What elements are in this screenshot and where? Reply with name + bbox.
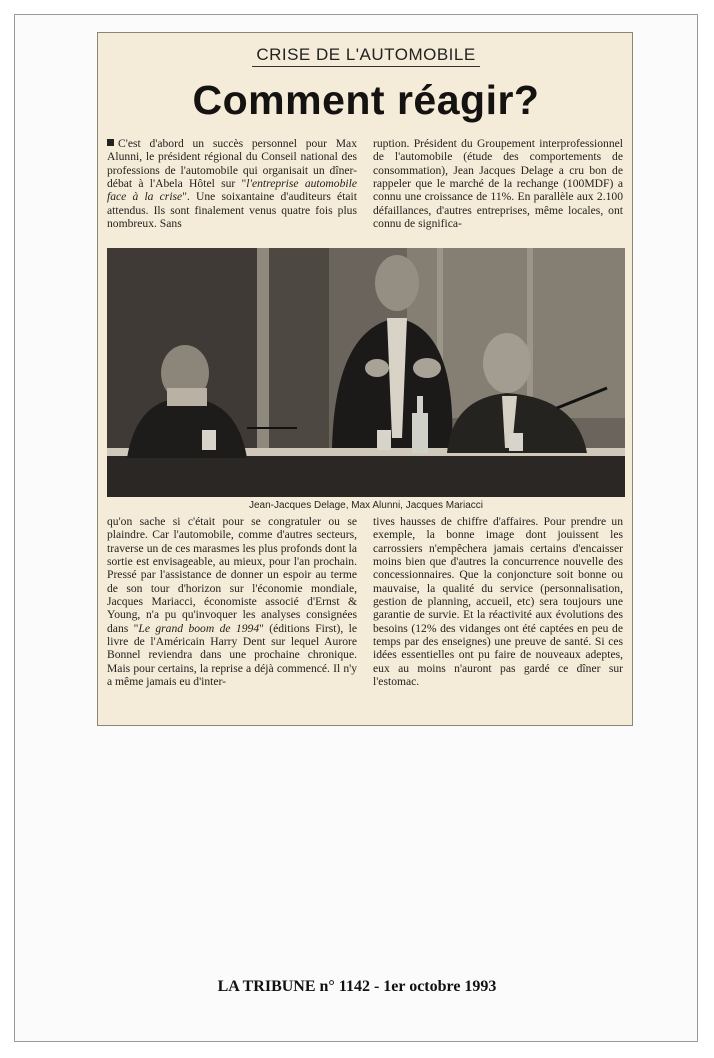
article-column-2: ruption. Président du Groupement interprofessionnel de l'automobile (étude des comportements de consommation), Jean Jacques Delage a cru bon de rappeler que le marché de la rechange (100MDF) a connu une croissance de 11%. En parallèle aux 2.100 défaillances, d'autres entreprises, même locales, ont connu de significa- xyxy=(373,137,623,231)
issue-info: n° 1142 - 1er octobre 1993 xyxy=(315,978,497,995)
newspaper-clipping xyxy=(97,32,633,726)
article-photo xyxy=(107,248,625,497)
photo-caption: Jean-Jacques Delage, Max Alunni, Jacques Mariacci xyxy=(248,500,483,511)
article-kicker: CRISE DE L'AUTOMOBILE xyxy=(98,45,634,65)
article-column-1: C'est d'abord un succès personnel pour Max Alunni, le président régional du Conseil national des professions de l'automobile qui organisait un dîner-débat à l'Abela Hôtel sur "l'entreprise automobile face à la crise". Une soixantaine d'auditeurs était attendus. Ils sont finalement venus quatre fois plus nombreux. Sans xyxy=(107,137,357,231)
bullet-square-icon xyxy=(107,139,114,146)
article-title: Comment réagir? xyxy=(192,77,540,123)
newspaper-name: LA TRIBUNE xyxy=(217,978,316,995)
article-column-4: tives hausses de chiffre d'affaires. Pour prendre un exemple, la bonne image dont jouissent les carrossiers n'empêchera jamais certains d'encaisser moins bien que d'autres la concurrence nouvelle des concessionnaires. Que la conjoncture soit bonne ou mauvaise, la qualité du service (personnalisation, gestion de planning, accueil, etc) sera toujours une garantie de survie. Et la réactivité aux évolutions des besoins (12% des vidanges ont été captées en peu de temps par des enseignes) une preuve de santé. Si ces idées essentielles ont pu faire de nouveaux adeptes, eux au moins n'auront pas gardé ce dîner sur l'estomac. xyxy=(373,515,623,689)
source-footer xyxy=(0,978,714,996)
article-column-3: qu'on sache si c'était pour se congratuler ou se plaindre. Car l'automobile, comme d'autres secteurs, traverse un de ces marasmes les plus profonds dont la sortie est envisageable, au mieux, pour l'an prochain. Pressé par l'assistance de donner un espoir au terme de son tour d'horizon sur l'économie mondiale, Jacques Mariacci, économiste associé d'Ernst & Young, n'a pu qu'invoquer les analyses consignées dans "Le grand boom de 1994" (éditions First), le livre de l'Américain Harry Dent sur lequel Aurore Bonnel reviendra dans une prochaine chronique. Mais pour certains, la reprise a déjà commencé. Il n'y a même jamais eu d'inter- xyxy=(107,515,357,689)
